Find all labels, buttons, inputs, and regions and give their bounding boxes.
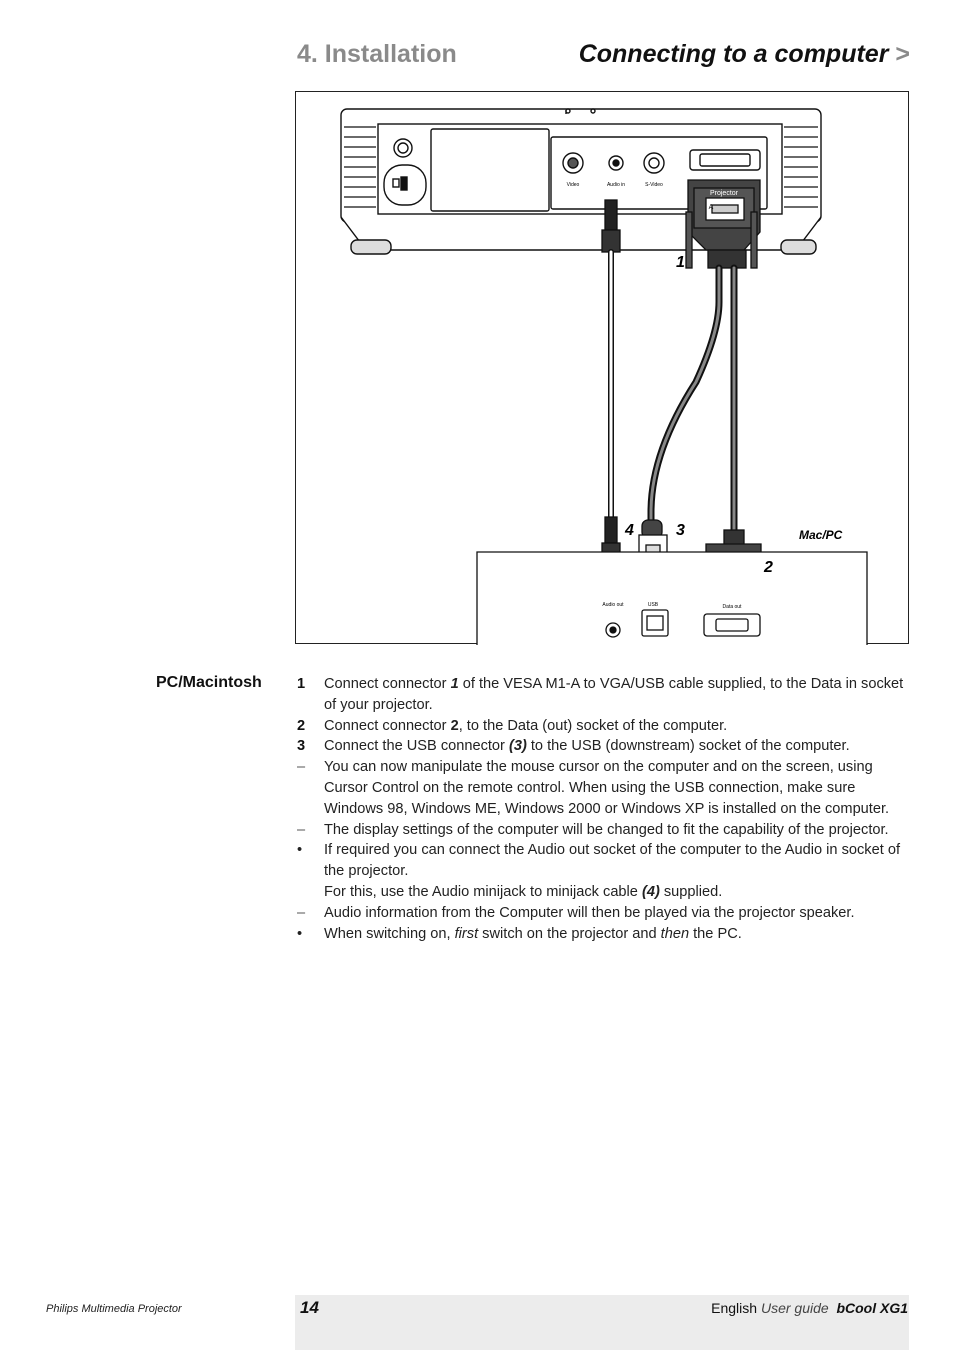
list-item bbox=[297, 674, 917, 716]
step-text: Connect connector 1 of the VESA M1-A to VGA/USB cable supplied, to the Data in socket of your projector. bbox=[324, 676, 904, 713]
bullet-marker: • bbox=[297, 925, 303, 942]
footer-publisher: Philips Multimedia Projector bbox=[46, 1303, 182, 1315]
callout-1: 1 bbox=[676, 254, 685, 271]
page-number: 14 bbox=[300, 1298, 319, 1317]
port-label-usb: USB bbox=[647, 602, 659, 608]
step-number: 1 bbox=[297, 676, 306, 692]
instruction-list bbox=[297, 674, 917, 944]
list-item bbox=[297, 903, 917, 924]
dash-marker: – bbox=[297, 904, 306, 921]
port-label-s-video: S-Video bbox=[645, 182, 663, 188]
port-label-video: Video bbox=[566, 182, 580, 188]
list-item bbox=[297, 924, 917, 945]
list-item bbox=[297, 736, 917, 757]
connector-letter: A bbox=[708, 204, 714, 211]
note-text: The display settings of the computer will be changed to fit the capability of the projector. bbox=[324, 821, 889, 838]
footer-product bbox=[711, 1300, 908, 1316]
step-number: 2 bbox=[297, 717, 306, 734]
footer-product-name: bCool XG1 bbox=[836, 1300, 908, 1316]
step-text: Connect connector 2, to the Data (out) socket of the computer. bbox=[324, 717, 728, 734]
list-item bbox=[297, 820, 917, 841]
next-chevron: > bbox=[895, 40, 910, 68]
bullet-text: If required you can connect the Audio out socket of the computer to the Audio in socket of the projector. For this, use the Audio minijack to minijack cable (4) supplied. bbox=[324, 842, 901, 900]
bullet-text: When switching on, first switch on the projector and then the PC. bbox=[324, 925, 742, 942]
step-text: Connect the USB connector (3) to the USB (downstream) socket of the computer. bbox=[324, 738, 850, 755]
dash-marker: – bbox=[297, 759, 306, 776]
port-label-audio-out: Audio out bbox=[602, 602, 624, 608]
section-title: 4. Installation bbox=[297, 40, 457, 68]
dash-marker: – bbox=[297, 821, 306, 838]
port-label-data-out: Data out bbox=[722, 604, 742, 610]
page-heading bbox=[579, 40, 910, 69]
list-item bbox=[297, 716, 917, 737]
connection-diagram bbox=[295, 91, 909, 644]
step-number: 3 bbox=[297, 738, 306, 755]
computer-label: Mac/PC bbox=[799, 528, 843, 542]
port-label-audio-in: Audio in bbox=[606, 182, 626, 188]
note-text: You can now manipulate the mouse cursor on the computer and on the screen, using Cursor Control on the remote control. When using the USB connection, make sure Windows 98, Windows ME, Windows 2000 or Windows XP is installed on the computer. bbox=[324, 759, 890, 817]
computer-illustration bbox=[477, 552, 867, 645]
callout-3: 3 bbox=[676, 522, 685, 539]
page-title: Connecting to a computer bbox=[578, 40, 889, 68]
footer-guide: User guide bbox=[760, 1300, 829, 1316]
side-heading: PC/Macintosh bbox=[156, 674, 262, 691]
list-item bbox=[297, 757, 917, 819]
note-text: Audio information from the Computer will then be played via the projector speaker. bbox=[324, 904, 855, 921]
list-item bbox=[297, 840, 917, 902]
callout-2: 2 bbox=[764, 559, 773, 576]
footer-language: English bbox=[711, 1300, 758, 1316]
bullet-marker: • bbox=[297, 842, 303, 859]
callout-4: 4 bbox=[625, 522, 634, 539]
connector-label: Projector bbox=[709, 190, 739, 197]
